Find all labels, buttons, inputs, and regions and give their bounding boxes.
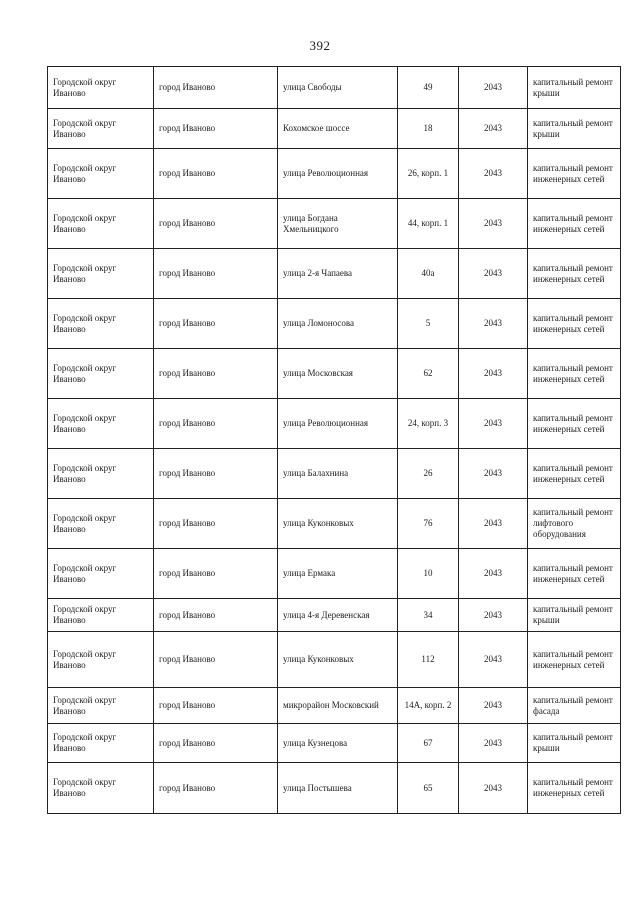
cell-city: город Иваново (154, 109, 278, 149)
cell-street: улица 2-я Чапаева (278, 249, 398, 299)
cell-city: город Иваново (154, 149, 278, 199)
cell-municipality: Городской округ Иваново (48, 299, 154, 349)
cell-year: 2043 (459, 299, 528, 349)
cell-year: 2043 (459, 67, 528, 109)
cell-house-number: 24, корп. 3 (398, 399, 459, 449)
cell-street: улица Балахнина (278, 449, 398, 499)
cell-municipality: Городской округ Иваново (48, 599, 154, 632)
cell-year: 2043 (459, 688, 528, 724)
cell-street: улица Ломоносова (278, 299, 398, 349)
table-row (48, 549, 621, 599)
cell-year: 2043 (459, 149, 528, 199)
cell-street: улица Революционная (278, 399, 398, 449)
cell-street: улица Свободы (278, 67, 398, 109)
cell-house-number: 49 (398, 67, 459, 109)
cell-house-number: 40а (398, 249, 459, 299)
cell-municipality: Городской округ Иваново (48, 399, 154, 449)
cell-house-number: 76 (398, 499, 459, 549)
cell-work-type: капитальный ремонт фасада (528, 688, 621, 724)
cell-work-type: капитальный ремонт инженерных сетей (528, 349, 621, 399)
cell-house-number: 112 (398, 632, 459, 688)
cell-municipality: Городской округ Иваново (48, 688, 154, 724)
cell-work-type: капитальный ремонт лифтового оборудования (528, 499, 621, 549)
table-row (48, 299, 621, 349)
page-number: 392 (309, 38, 331, 53)
table-row (48, 499, 621, 549)
cell-city: город Иваново (154, 199, 278, 249)
cell-municipality: Городской округ Иваново (48, 449, 154, 499)
cell-work-type: капитальный ремонт инженерных сетей (528, 199, 621, 249)
cell-house-number: 18 (398, 109, 459, 149)
table-row (48, 399, 621, 449)
table-row (48, 599, 621, 632)
cell-house-number: 26, корп. 1 (398, 149, 459, 199)
cell-municipality: Городской округ Иваново (48, 149, 154, 199)
cell-city: город Иваново (154, 763, 278, 814)
repair-table-body (48, 67, 621, 814)
cell-street: улица Революционная (278, 149, 398, 199)
cell-city: город Иваново (154, 688, 278, 724)
cell-work-type: капитальный ремонт инженерных сетей (528, 449, 621, 499)
cell-year: 2043 (459, 763, 528, 814)
cell-street: улица Ермака (278, 549, 398, 599)
cell-house-number: 10 (398, 549, 459, 599)
cell-year: 2043 (459, 249, 528, 299)
cell-municipality: Городской округ Иваново (48, 632, 154, 688)
table-row (48, 199, 621, 249)
cell-year: 2043 (459, 349, 528, 399)
cell-street: микрорайон Московский (278, 688, 398, 724)
table-row (48, 632, 621, 688)
cell-municipality: Городской округ Иваново (48, 724, 154, 763)
cell-municipality: Городской округ Иваново (48, 763, 154, 814)
cell-street: улица Богдана Хмельницкого (278, 199, 398, 249)
cell-house-number: 26 (398, 449, 459, 499)
cell-municipality: Городской округ Иваново (48, 249, 154, 299)
cell-house-number: 67 (398, 724, 459, 763)
cell-year: 2043 (459, 599, 528, 632)
cell-year: 2043 (459, 399, 528, 449)
cell-house-number: 34 (398, 599, 459, 632)
table-row (48, 149, 621, 199)
cell-year: 2043 (459, 109, 528, 149)
cell-work-type: капитальный ремонт инженерных сетей (528, 249, 621, 299)
cell-city: город Иваново (154, 449, 278, 499)
cell-city: город Иваново (154, 67, 278, 109)
cell-city: город Иваново (154, 724, 278, 763)
cell-work-type: капитальный ремонт крыши (528, 109, 621, 149)
cell-street: улица Куконковых (278, 632, 398, 688)
cell-street: улица Московская (278, 349, 398, 399)
cell-city: город Иваново (154, 299, 278, 349)
table-row (48, 724, 621, 763)
cell-street: Кохомское шоссе (278, 109, 398, 149)
cell-city: город Иваново (154, 549, 278, 599)
cell-year: 2043 (459, 449, 528, 499)
cell-work-type: капитальный ремонт инженерных сетей (528, 149, 621, 199)
table-row (48, 688, 621, 724)
cell-municipality: Городской округ Иваново (48, 549, 154, 599)
cell-house-number: 44, корп. 1 (398, 199, 459, 249)
cell-city: город Иваново (154, 349, 278, 399)
repair-plan-table (47, 66, 621, 814)
cell-municipality: Городской округ Иваново (48, 67, 154, 109)
cell-year: 2043 (459, 499, 528, 549)
cell-city: город Иваново (154, 599, 278, 632)
cell-work-type: капитальный ремонт инженерных сетей (528, 763, 621, 814)
cell-municipality: Городской округ Иваново (48, 349, 154, 399)
cell-municipality: Городской округ Иваново (48, 499, 154, 549)
table-row (48, 67, 621, 109)
cell-street: улица Куконковых (278, 499, 398, 549)
cell-year: 2043 (459, 549, 528, 599)
cell-street: улица 4-я Деревенская (278, 599, 398, 632)
cell-city: город Иваново (154, 499, 278, 549)
cell-city: город Иваново (154, 399, 278, 449)
cell-work-type: капитальный ремонт инженерных сетей (528, 549, 621, 599)
cell-work-type: капитальный ремонт инженерных сетей (528, 632, 621, 688)
cell-city: город Иваново (154, 249, 278, 299)
cell-work-type: капитальный ремонт инженерных сетей (528, 299, 621, 349)
cell-house-number: 14А, корп. 2 (398, 688, 459, 724)
cell-house-number: 62 (398, 349, 459, 399)
cell-house-number: 5 (398, 299, 459, 349)
cell-year: 2043 (459, 724, 528, 763)
table-row (48, 249, 621, 299)
cell-street: улица Кузнецова (278, 724, 398, 763)
cell-work-type: капитальный ремонт крыши (528, 599, 621, 632)
table-row (48, 109, 621, 149)
table-row (48, 349, 621, 399)
cell-work-type: капитальный ремонт инженерных сетей (528, 399, 621, 449)
cell-year: 2043 (459, 632, 528, 688)
cell-house-number: 65 (398, 763, 459, 814)
cell-municipality: Городской округ Иваново (48, 199, 154, 249)
table-row (48, 449, 621, 499)
cell-work-type: капитальный ремонт крыши (528, 724, 621, 763)
table-row (48, 763, 621, 814)
cell-city: город Иваново (154, 632, 278, 688)
cell-municipality: Городской округ Иваново (48, 109, 154, 149)
cell-work-type: капитальный ремонт крыши (528, 67, 621, 109)
cell-year: 2043 (459, 199, 528, 249)
cell-street: улица Постышева (278, 763, 398, 814)
